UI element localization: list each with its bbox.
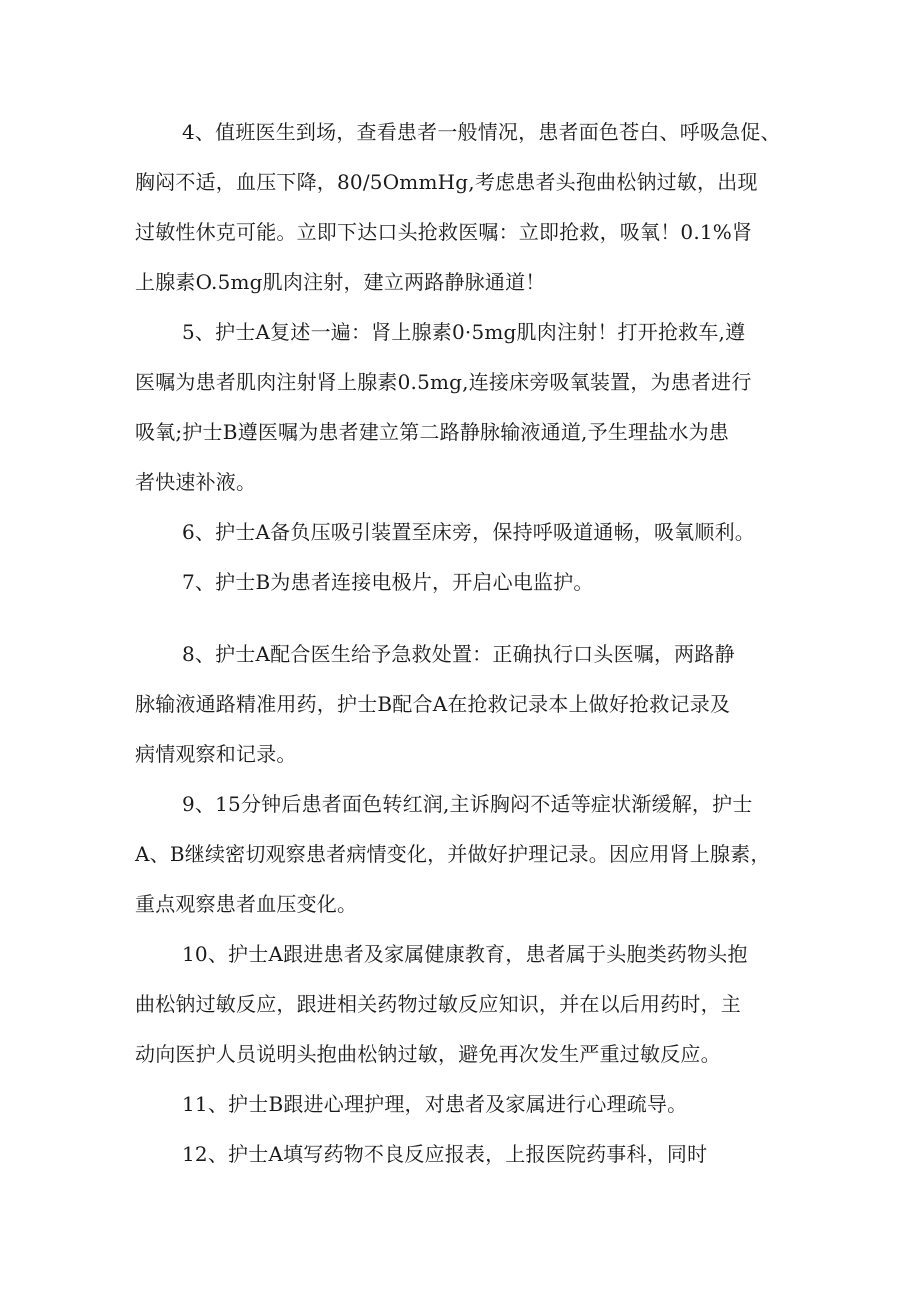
text-line: 上腺素O.5mg肌肉注射，建立两路静脉通道！ [135,270,546,294]
text-line: 9、15分钟后患者面色转红润,主诉胸闷不适等症状渐缓解，护士 [182,792,753,816]
text-line: 脉输液通路精准用药，护士B配合A在抢救记录本上做好抢救记录及 [135,692,731,716]
text-line: 胸闷不适，血压下降，80/5OmmHg,考虑患者头孢曲松钠过敏，出现 [135,170,758,194]
text-line: 11、护士B跟进心理护理，对患者及家属进行心理疏导。 [182,1092,688,1116]
text-line: 者快速补液。 [135,470,257,494]
text-line: 曲松钠过敏反应，跟进相关药物过敏反应知识，并在以后用药时，主 [135,992,741,1016]
text-line: 4、值班医生到场，查看患者一般情况，患者面色苍白、呼吸急促、 [182,120,781,144]
text-line: 吸氧;护士B遵医嘱为患者建立第二路静脉输液通道,予生理盐水为患 [135,420,729,444]
text-line: 过敏性休克可能。立即下达口头抢救医嘱：立即抢救，吸氧！0.1%肾 [135,220,753,244]
text-line: 重点观察患者血压变化。 [135,892,358,916]
text-line: 医嘱为患者肌肉注射肾上腺素0.5mg,连接床旁吸氧装置，为患者进行 [135,370,752,394]
text-line: 动向医护人员说明头抱曲松钠过敏，避免再次发生严重过敏反应。 [135,1042,721,1066]
text-line: 8、护士A配合医生给予急救处置：正确执行口头医嘱，两路静 [182,642,735,666]
text-line: 5、护士A复述一遍：肾上腺素0·5mg肌肉注射！打开抢救车,遵 [182,320,746,344]
text-line: A、B继续密切观察患者病情变化，并做好护理记录。因应用肾上腺素， [135,842,771,866]
text-line: 10、护士A跟进患者及家属健康教育，患者属于头胞类药物头抱 [182,942,748,966]
text-line: 12、护士A填写药物不良反应报表，上报医院药事科，同时 [182,1142,708,1166]
text-line: 6、护士A备负压吸引装置至床旁，保持呼吸道通畅，吸氧顺利。 [182,520,755,544]
text-line: 7、护士B为患者连接电极片，开启心电监护。 [182,570,594,594]
text-line: 病情观察和记录。 [135,742,297,766]
